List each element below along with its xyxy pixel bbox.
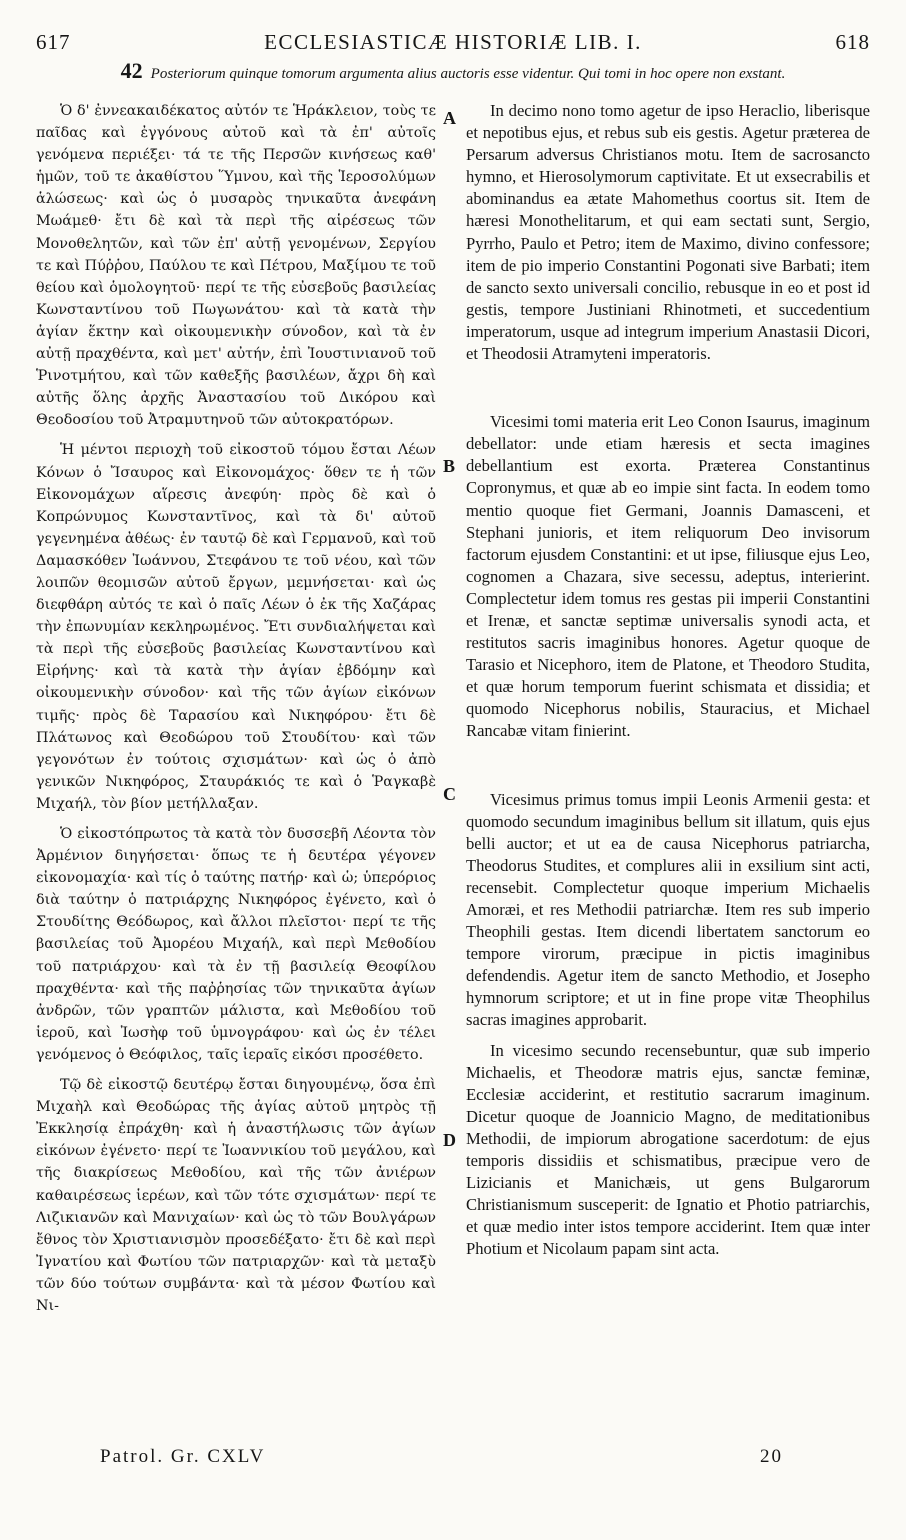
greek-column xyxy=(36,100,436,1440)
latin-paragraph-22: In vicesimo secundo recensebuntur, quæ sub imperio Michaelis, et Theodoræ matris ejus, sanctæ feminæ, Ecclesiæ acciderint, et restitutio sacrarum imaginum. Dicetur quoque de Joannicio Magno, de meditationibus Methodii, de impiorum abrogatione sacerdotum: de ejus temporis dissidiis et schismatibus, præcipue vero de Lizicianis et Manichæis, ut gens Bulgarorum Christianismum susceperit: de Ignatio et Photio patriarchis, et quæ medio inter istos tempore acciderint. Item quæ inter Photium et Nicolaum papam sint acta. xyxy=(466,1040,870,1259)
page-number-left: 617 xyxy=(36,30,71,54)
margin-marker-b: B xyxy=(443,456,456,476)
margin-marker-c: C xyxy=(443,784,456,804)
signature-number: 20 xyxy=(760,1446,783,1467)
margin-marker-a: A xyxy=(443,108,456,128)
signature-mark: Patrol. Gr. CXLV xyxy=(100,1446,266,1467)
latin-paragraph-19: In decimo nono tomo agetur de ipso Heraclio, liberisque et nepotibus ejus, et rebus sub eis gestis. Agetur præterea de Persarum adversus Christianos motu. Item de sacrosancto hymno, et Hierosolymorum captivitate. Et ut exsecrabilis et abominandus ea ætate Mahomethus coortus sit. Item de hæresi Monothelitarum, et qui eam sectati sunt, Sergio, Pyrrho, Paulo et Petro; item de Maximo, divino confessore; item de pio imperio Constantini Pogonati sive Barbati; item de sancto sexto universali concilio, rebusque in eo et post id gestis, tempore Justiniani Rhinotmeti, et succedentium imperatorum, usque ad integrum imperium Anastasii Dicori, et Theodosii Atramyteni imperatoris. xyxy=(466,101,870,364)
note-text: Posteriorum quinque tomorum argumenta alius auctoris esse videntur. Qui tomi in hoc opere non exstant. xyxy=(150,66,786,82)
margin-marker-d: D xyxy=(443,1130,456,1150)
running-head xyxy=(36,30,870,60)
latin-paragraph-20: Vicesimi tomi materia erit Leo Conon Isaurus, imaginum debellator: unde etiam hæresis et secta imagines debellantium est exorta. Præterea Constantinus Copronymus, et quæ ab eo impie sint facta. In eodem tomo mentio quoque fiet Germani, Joannis Damasceni, et Stephani junioris, et item reliquorum Deo invisorum factorum ejusdem Constantini: et ut ipse, filiusque ejus Leo, cognomen a Chazara, sive secessu, adeptus, interierint. Complectetur idem tomus res gestas pii imperii Constantini et Irenæ, et sanctæ septimæ universalis synodi acta, et restitutos sacris imaginibus honores. Agetur quoque de Tarasio et Nicephoro, item de Platone, et Theodoro Studita, et quæ horum temporum fuerint schismata et dissidia; et quomodo Nicephorus nobilis, Stauracius, et Michael Rancabæ vitam finierint. xyxy=(466,412,870,741)
latin-column xyxy=(466,100,870,1440)
running-title: ECCLESIASTICÆ HISTORIÆ LIB. I. xyxy=(264,30,642,54)
greek-paragraph-21: Ὁ εἰκοστόπρωτος τὰ κατὰ τὸν δυσσεβῆ Λέοντα τὸν Ἀρμένιον διηγήσεται· ὅπως τε ἡ δευτέρα γέγονεν εἰκονομαχία· καὶ τίς ὁ ταύτης πατήρ· καὶ ὡ; ὑπερόριος διὰ ταύτην ὁ πατριάρχης Νικηφόρος ἐγένετο, καὶ ὁ Στουδίτης Θεόδωρος, καὶ ἄλλοι πλεῖστοι· περί τε τῆς βασιλείας τοῦ Ἀμορέου Μιχαήλ, καὶ περὶ Μεθοδίου τοῦ πατριάρχου· καὶ τὰ ἐν τῇ βασιλείᾳ Θεοφίλου πραχθέντα· καὶ τῆς παῤῥησίας τῶν τηνικαῦτα ἁγίων ἀνδρῶν, τῶν γραπτῶν μάλιστα, καὶ Μεθοδίου τοῦ ἱεροῦ, καὶ Ἰωσὴφ τοῦ ὑμνογράφου· καὶ ὡς ἐν τέλει γενόμενος ὁ Θεόφιλος, ταῖς ἱεραῖς εἰκόσι προσέθετο. xyxy=(36,826,436,1063)
note-number: 42 xyxy=(120,58,143,83)
greek-paragraph-19: Ὁ δ' ἐννεακαιδέκατος αὐτόν τε Ἡράκλειον, τοὺς τε παῖδας καὶ ἐγγόνους αὐτοῦ καὶ τὰ ἐπ' αὐτοῖς γενόμενα περιέξει· τά τε τῆς Περσῶν κινήσεως καθ' ἡμῶν, τοῦ τε ἀκαθίστου Ὕμνου, καὶ τῆς Ἱεροσολύμων ἁλώσεως· καὶ ὡς ὁ μυσαρὸς τηνικαῦτα ἀνεφάνη Μωάμεθ· ἔτι δὲ καὶ τὰ περὶ τῆς αἱρέσεως τῶν Μονοθελητῶν, καὶ τῶν ἐπ' αὐτῇ γενομένων, Σεργίου τε καὶ Πύῤῥου, Παύλου τε καὶ Πέτρου, Μαξίμου τε τοῦ θείου καὶ ὁμολογητοῦ· περί τε τῆς εὐσεβοῦς βασιλείας Κωνσταντίνου τοῦ Πωγωνάτου· καὶ τὰ κατὰ τὴν ἁγίαν ἕκτην καὶ οἰκουμενικὴν σύνοδον, καὶ τὰ ἐν αὐτῇ πραχθέντα, καὶ μετ' αὐτήν, ἐπὶ Ἰουστινιανοῦ τοῦ Ῥινοτμήτου, καὶ τῶν καθεξῆς βασιλέων, ἄχρι δὴ καὶ αὐτῆς ὅλης ἀρχῆς Ἀναστασίου τοῦ Δικόρου καὶ Θεοδοσίου τοῦ Ἀτραμυτηνοῦ τῶν αὐτοκρατόρων. xyxy=(36,103,436,429)
greek-paragraph-20: Ἡ μέντοι περιοχὴ τοῦ εἰκοστοῦ τόμου ἔσται Λέων Κόνων ὁ Ἴσαυρος καὶ Εἰκονομάχος· ὅθεν τε ἡ τῶν Εἰκονομάχων αἵρεσις ἀνεφύη· πρὸς δὲ καὶ ὁ Κοπρώνυμος Κωνσταντῖνος, καὶ τὰ δι' αὐτοῦ γεγενημένα ἀθέως· ἐν ταυτῷ δὲ καὶ Γερμανοῦ, καὶ τοῦ Δαμασκόθεν Ἰωάννου, Στεφάνου τε τοῦ νέου, καὶ τῶν λοιπῶν θεομισῶν αὐτοῦ ἔργων, μεμνήσεται· καὶ ὡς διεφθάρη αὐτός τε καὶ ὁ παῖς Λέων ὁ ἐκ τῆς Χαζάρας τὴν ἐπωνυμίαν κεκληρωμένος. Ἔτι συνδιαλήψεται καὶ τὰ περὶ τῆς εὐσεβοῦς βασιλείας Κωνσταντίνου καὶ Εἰρήνης· καὶ τὰ κατὰ τὴν ἁγίαν ἑβδόμην καὶ οἰκουμενικὴν σύνοδον· καὶ τῆς τῶν ἁγίων εἰκόνων τιμῆς· πρὸς δὲ Ταρασίου καὶ Νικηφόρου· ἔτι δὲ Πλάτωνος καὶ Θεοδώρου τοῦ Στουδίτου· καὶ τῶν γεγονότων ἐν τούτοις σχισμάτων· καὶ ὡς ὁ ἀπὸ γενικῶν Νικηφόρος, Σταυράκιός τε καὶ ὁ Ῥαγκαβὲ Μιχαήλ, τὸν βίον μετήλλαξαν. xyxy=(36,442,436,812)
editorial-note xyxy=(36,58,870,83)
greek-paragraph-22: Τῷ δὲ εἰκοστῷ δευτέρῳ ἔσται διηγουμένῳ, ὅσα ἐπὶ Μιχαὴλ καὶ Θεοδώρας τῆς ἁγίας αὐτοῦ μητρὸς τῇ Ἐκκλησίᾳ ἐπράχθη· καὶ ἡ ἀναστήλωσις τῶν ἁγίων εἰκόνων ἐγένετο· περί τε Ἰωαννικίου τοῦ μεγάλου, καὶ τῆς διακρίσεως Μεθοδίου, καὶ τῆς τῶν ἀνιέρων καθαιρέσεως ἱερέων, καὶ τῶν τότε σχισμάτων· περί τε Λιζικιανῶν καὶ Μανιχαίων· καὶ ὡς τὸ τῶν Βουλγάρων ἔθνος τὸν Χριστιανισμὸν προσεδέξατο· ἔτι δὲ καὶ περὶ Ἰγνατίου καὶ Φωτίου τῶν πατριαρχῶν· καὶ τὰ μεταξὺ τῶν δύο τούτων συμβάντα· καὶ τὰ μέσον Φωτίου καὶ Νι- xyxy=(36,1077,436,1314)
latin-paragraph-21: Vicesimus primus tomus impii Leonis Armenii gesta: et quomodo secundum imaginibus bellum sit illatum, quis ejus belli auctor; et ut ea de causa Nicephorus patriarcha, Theodorus Studites, et complures alii in exsilium sint acti, recensebit. Complectetur quoque imperium Michaelis Amoræi, et res Methodii patriarchæ. Item res sub imperio Theophili gestas. Item dicendi libertatem sanctorum eo tempore virorum, præcipue in pictis imaginibus defendendis. Agetur item de sancto Methodio, et Josepho hymnorum scriptore; et ut in fine prope vitæ Theophilus sacras imagines approbarit. xyxy=(466,789,870,1030)
page-number-right: 618 xyxy=(835,30,870,54)
